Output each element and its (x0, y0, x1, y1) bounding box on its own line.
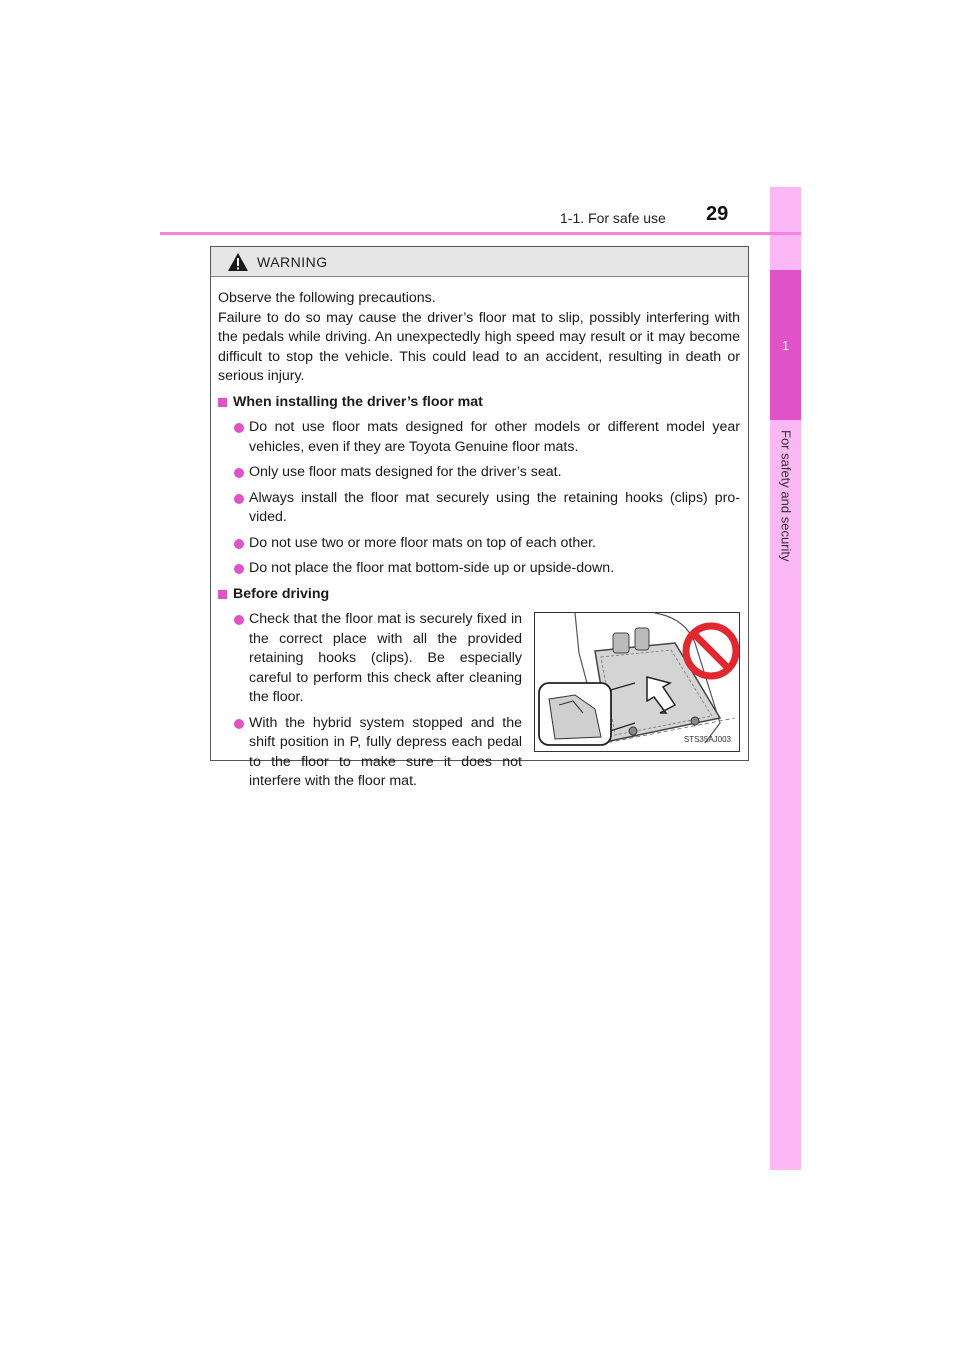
before-driving-text (218, 604, 522, 792)
chapter-title: For safety and security (778, 430, 794, 562)
list-item: Always install the floor mat securely using the retaining hooks (clips) pro-vided. (218, 489, 740, 528)
warning-box (210, 246, 749, 789)
chapter-number: 1 (770, 270, 801, 420)
bullet-list (218, 610, 522, 792)
warning-header (211, 247, 748, 277)
warning-triangle-icon (227, 252, 249, 272)
list-item: With the hybrid system stopped and the shift position in P, fully depress each pedal to the floor to make sure it does not interfere with the floor mat. (218, 714, 522, 792)
floor-mat-illustration (534, 612, 740, 752)
figure-caption: STS35AJ003 (683, 734, 731, 744)
bullet-list (218, 418, 740, 579)
warning-label: WARNING (257, 253, 328, 270)
before-driving-row (218, 604, 740, 792)
list-item: Only use floor mats designed for the driver’s seat. (218, 463, 740, 483)
list-item: Check that the floor mat is securely fixed in the correct place with all the provided retaining hooks (clips). Be especially careful to perform this check after cleaning the floor. (218, 610, 522, 708)
square-bullet-icon (218, 590, 227, 599)
header-rule (160, 232, 801, 235)
prohibited-icon (681, 621, 741, 681)
section-heading: When installing the driver’s floor mat (218, 393, 740, 413)
intro-line: Failure to do so may cause the driver’s floor mat to slip, possibly interfering with the pedals while driving. An unexpectedly high speed may result or it may become difficult to stop the vehicle. This could lead to an accident, resulting in death or serious injury. (218, 309, 740, 384)
warning-intro (218, 289, 740, 387)
intro-line: Observe the following precautions. (218, 290, 436, 306)
section-title: 1-1. For safe use (560, 210, 666, 226)
square-bullet-icon (218, 398, 227, 407)
list-item: Do not use floor mats designed for other models or different model year vehicles, even if they are Toyota Genuine floor mats. (218, 418, 740, 457)
list-item: Do not place the floor mat bottom-side up or upside-down. (218, 559, 740, 579)
section-heading: Before driving (218, 585, 740, 605)
list-item: Do not use two or more floor mats on top of each other. (218, 534, 740, 554)
warning-body (211, 277, 748, 792)
page-number: 29 (706, 203, 729, 225)
